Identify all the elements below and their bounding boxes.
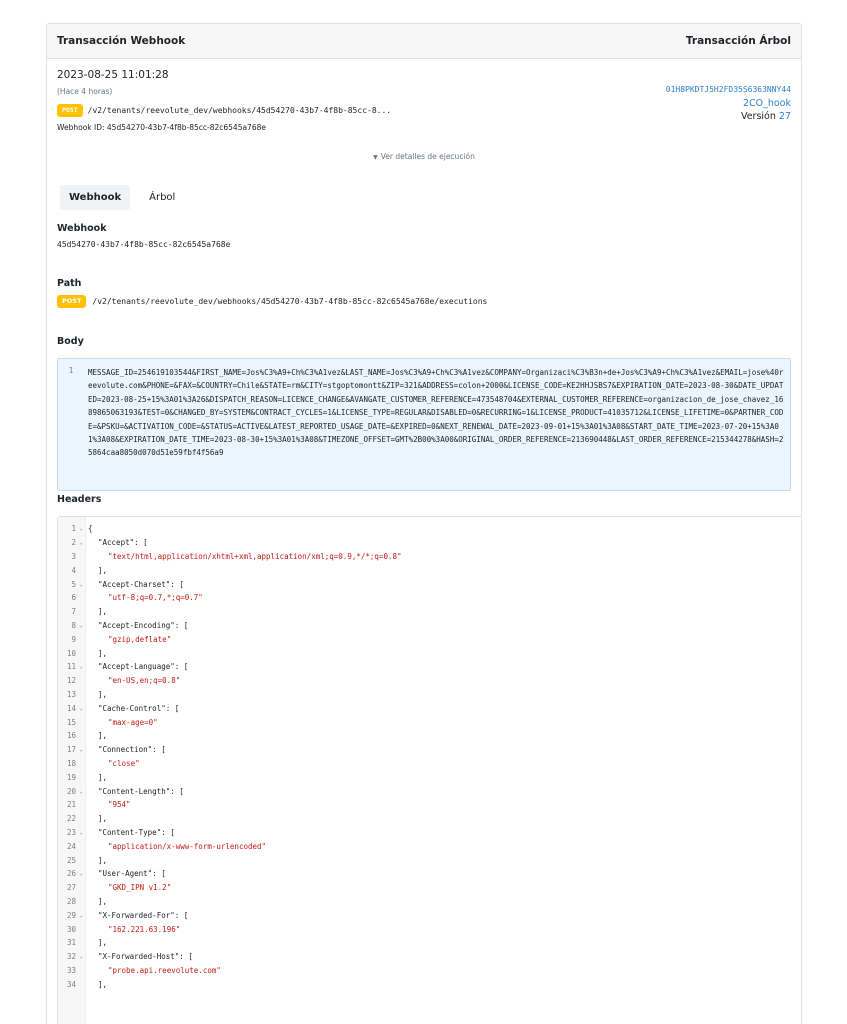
code-line (58, 632, 802, 646)
fold-chevron-icon[interactable]: ⌄ (79, 870, 83, 878)
line-number: 12 (66, 676, 76, 686)
tabs (60, 185, 184, 210)
body-section-label: Body (57, 336, 84, 347)
headers-section-label: Headers (57, 494, 102, 505)
line-number: 21 (66, 800, 76, 810)
code-text: "Accept-Encoding": [ (98, 620, 189, 630)
path-value: /v2/tenants/reevolute_dev/webhooks/45d54270-43b7-4f8b-85cc-82c6545a768e/executions (92, 297, 488, 306)
summary-path (57, 104, 391, 117)
code-text: ], (98, 772, 108, 782)
code-line (58, 688, 802, 702)
body-line-number: 1 (68, 366, 74, 375)
fold-chevron-icon[interactable]: ⌄ (79, 746, 83, 754)
code-text: ], (98, 648, 108, 658)
code-line (58, 881, 802, 895)
code-line (58, 619, 802, 633)
body-content[interactable]: MESSAGE_ID=254619103544&FIRST_NAME=Jos%C3%A9+Ch%C3%A1vez&LAST_NAME=Jos%C3%A9+Ch%C3%A1vez&COMPANY=Organizaci%C3%B3n+de+Jos%C3%A9+Ch%C3%A1vez&EMAIL=jose%40reevolute.com&PHONE=&FAX=&COUNTRY=Chile&STATE=rm&CITY=stgoptomontt&ZIP=321&ADDRESS=colon+2000&LICENSE_CODE=KE2HHJSBS7&EXPIRATION_DATE=2023-08-30&DATE_UPDATED=2023-08-25+15%3A01%3A26&DISPATCH_REASON=LICENCE_CHANGE&AVANGATE_CUSTOMER_REFERENCE=473548704&EXTERNAL_CUSTOMER_REFERENCE=organizacion_de_jose_chavez_1689865063193&TEST=0&CHANGED_BY=SYSTEM&CONTRACT_CYCLES=1&LICENSE_TYPE=REGULAR&DISABLED=0&RECURRING=1&LICENSE_PRODUCT=41035712&LICENSE_LIFETIME=0&PARTNER_CODE=&PSKU=&ACTIVATION_CODE=&STATUS=ACTIVE&LATEST_REPORTED_USAGE_DATE=&EXPIRED=0&NEXT_RENEWAL_DATE=2023-09-01+15%3A01%3A08&START_DATE_TIME=2023-07-20+15%3A01%3A08&EXPIRATION_DATE_TIME=2023-08-30+15%3A01%3A08&TIMEZONE_OFFSET=GMT%2B00%3A00&ORIGINAL_ORDER_REFERENCE=213690448&LAST_ORDER_REFERENCE=215344278&HASH=25864caa8050d070d51e59fbf4f56a9 (88, 368, 784, 458)
code-text: ], (98, 938, 108, 948)
code-line (58, 895, 802, 909)
code-text: "utf-8;q=0.7,*;q=0.7" (108, 593, 203, 603)
code-text: "en-US,en;q=0.8" (108, 676, 181, 686)
code-text: "text/html,application/xhtml+xml,application/xml;q=0.9,*/*;q=0.8" (108, 551, 402, 561)
transaction-card (46, 23, 802, 1024)
code-line (58, 908, 802, 922)
line-number: 34 (66, 979, 76, 989)
line-number: 16 (66, 731, 76, 741)
fold-chevron-icon[interactable]: ⌄ (79, 953, 83, 961)
code-text: ], (98, 689, 108, 699)
line-number: 11 (66, 662, 76, 672)
code-line (58, 591, 802, 605)
code-text: "Content-Type": [ (98, 827, 175, 837)
code-text: "close" (108, 758, 140, 768)
line-number: 9 (71, 634, 76, 644)
line-number: 10 (66, 648, 76, 658)
fold-chevron-icon[interactable]: ⌄ (79, 663, 83, 671)
headers-code-editor[interactable] (57, 516, 802, 1024)
line-number: 3 (71, 551, 76, 561)
fold-chevron-icon[interactable]: ⌄ (79, 828, 83, 836)
code-line (58, 757, 802, 771)
code-line (58, 536, 802, 550)
summary-path-text: /v2/tenants/reevolute_dev/webhooks/45d54270-43b7-4f8b-85cc-8... (87, 106, 392, 115)
code-text: ], (98, 814, 108, 824)
code-text: "max-age=0" (108, 717, 158, 727)
code-text: "Accept-Charset": [ (98, 579, 184, 589)
code-line (58, 867, 802, 881)
line-number: 14 (66, 703, 76, 713)
code-text: { (88, 524, 93, 534)
fold-chevron-icon[interactable]: ⌄ (79, 580, 83, 588)
code-line (58, 812, 802, 826)
line-number: 2 (71, 538, 76, 548)
fold-chevron-icon[interactable]: ⌄ (79, 911, 83, 919)
code-line (58, 605, 802, 619)
code-text: ], (98, 565, 108, 575)
webhook-section-label: Webhook (57, 223, 107, 234)
tree-transaction-title: Transacción Árbol (685, 35, 791, 47)
line-number: 32 (66, 952, 76, 962)
line-number: 19 (66, 772, 76, 782)
code-line (58, 577, 802, 591)
code-line (58, 729, 802, 743)
code-line (58, 977, 802, 991)
line-number: 25 (66, 855, 76, 865)
path-row (57, 295, 487, 308)
code-line (58, 715, 802, 729)
webhook-transaction-title: Transacción Webhook (57, 35, 186, 47)
code-line (58, 839, 802, 853)
body-code-block[interactable] (57, 358, 791, 491)
line-number: 4 (71, 565, 76, 575)
code-text: "Connection": [ (98, 745, 166, 755)
line-number: 24 (66, 841, 76, 851)
line-number: 5 (71, 579, 76, 589)
line-number: 30 (66, 924, 76, 934)
line-number: 22 (66, 814, 76, 824)
code-line (58, 563, 802, 577)
code-line (58, 550, 802, 564)
line-number: 26 (66, 869, 76, 879)
tree-id-link[interactable]: 01H8PKDTJ5H2FD35S6363NNY44 (665, 85, 791, 94)
code-line (58, 522, 802, 536)
version-number-link[interactable]: 27 (778, 111, 791, 122)
line-number: 8 (71, 620, 76, 630)
code-line (58, 674, 802, 688)
webhook-id-value: 45d54270-43b7-4f8b-85cc-82c6545a768e (57, 240, 231, 249)
line-number: 13 (66, 689, 76, 699)
line-number: 20 (66, 786, 76, 796)
code-text: "probe.api.reevolute.com" (108, 965, 221, 975)
line-number: 28 (66, 896, 76, 906)
code-line (58, 646, 802, 660)
execution-details-toggle[interactable] (47, 152, 801, 161)
tab-webhook[interactable]: Webhook (60, 185, 130, 210)
code-text: "Accept-Language": [ (98, 662, 189, 672)
code-text: "User-Agent": [ (98, 869, 166, 879)
code-text: "gzip,deflate" (108, 634, 172, 644)
code-line (58, 784, 802, 798)
fold-chevron-icon[interactable]: ⌄ (79, 539, 83, 547)
tree-info (666, 83, 791, 124)
line-number: 7 (71, 607, 76, 617)
fold-chevron-icon[interactable]: ⌄ (79, 704, 83, 712)
code-text: "Accept": [ (98, 538, 148, 548)
execution-details-label: Ver detalles de ejecución (380, 152, 475, 161)
webhook-id-text: Webhook ID: 45d54270-43b7-4f8b-85cc-82c6545a768e (57, 123, 266, 132)
line-number: 23 (66, 827, 76, 837)
code-line (58, 964, 802, 978)
code-line (58, 922, 802, 936)
code-line (58, 798, 802, 812)
code-text: ], (98, 979, 108, 989)
code-text: ], (98, 896, 108, 906)
line-number: 31 (66, 938, 76, 948)
code-text: ], (98, 855, 108, 865)
code-text: ], (98, 607, 108, 617)
transaction-timestamp: 2023-08-25 11:01:28 (57, 69, 169, 81)
code-line (58, 743, 802, 757)
code-text: "application/x-www-form-urlencoded" (108, 841, 267, 851)
version-info (666, 110, 791, 124)
fold-chevron-icon[interactable]: ⌄ (79, 621, 83, 629)
relative-time: (Hace 4 horas) (57, 87, 113, 96)
code-text: "X-Forwarded-For": [ (98, 910, 189, 920)
code-text: "162.221.63.196" (108, 924, 181, 934)
code-line (58, 770, 802, 784)
line-number: 33 (66, 965, 76, 975)
path-section-label: Path (57, 278, 82, 289)
hook-name-link[interactable]: 2CO_hook (742, 97, 791, 109)
version-label: Versión (740, 111, 776, 122)
line-number: 18 (66, 758, 76, 768)
code-text: ], (98, 731, 108, 741)
code-line (58, 826, 802, 840)
code-line (58, 950, 802, 964)
caret-down-icon: ▼ (373, 154, 378, 161)
line-number: 6 (71, 593, 76, 603)
fold-chevron-icon[interactable]: ⌄ (79, 787, 83, 795)
code-line (58, 936, 802, 950)
code-line (58, 701, 802, 715)
line-number: 27 (66, 883, 76, 893)
line-number: 1 (71, 524, 76, 534)
code-line (58, 853, 802, 867)
code-text: "GKD_IPN v1.2" (108, 883, 172, 893)
method-badge: POST (57, 104, 83, 117)
code-text: "X-Forwarded-Host": [ (98, 952, 193, 962)
code-text: "Cache-Control": [ (98, 703, 180, 713)
line-number: 15 (66, 717, 76, 727)
code-line (58, 660, 802, 674)
code-lines (58, 522, 802, 991)
code-text: "954" (108, 800, 131, 810)
line-number: 17 (66, 745, 76, 755)
fold-chevron-icon[interactable]: ⌄ (79, 525, 83, 533)
path-method-badge: POST (57, 295, 86, 308)
code-text: "Content-Length": [ (98, 786, 184, 796)
card-header (47, 24, 801, 59)
tab-tree[interactable]: Árbol (149, 192, 176, 203)
line-number: 29 (66, 910, 76, 920)
